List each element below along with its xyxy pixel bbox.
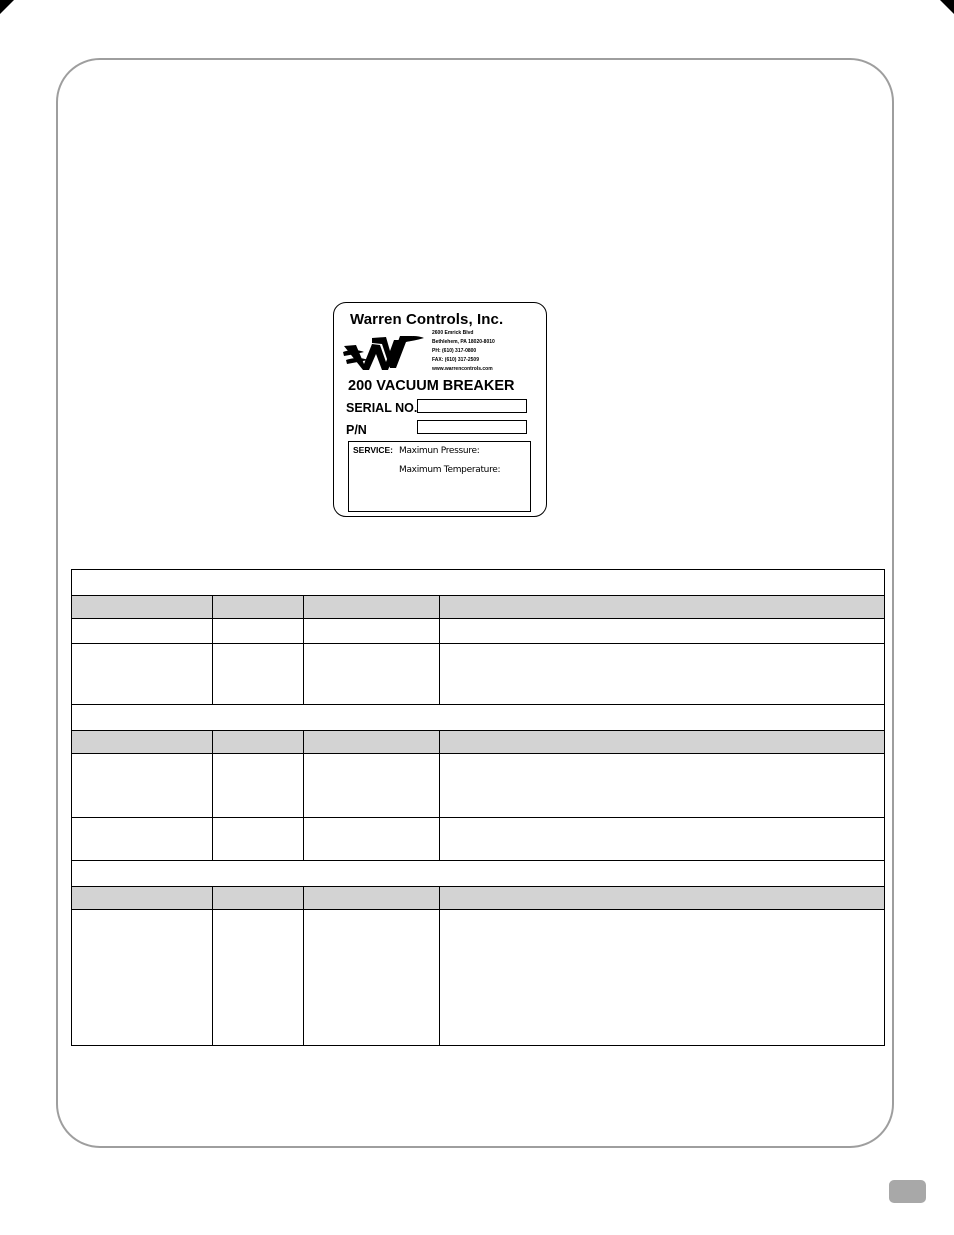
- table-cell: [440, 910, 885, 1046]
- phone-line: PH: (610) 317-0800: [432, 348, 477, 354]
- table-row: [72, 754, 885, 818]
- table-cell: [213, 818, 304, 861]
- table-cell: [213, 910, 304, 1046]
- part-number-box: [417, 420, 527, 434]
- table-cell: [440, 619, 885, 644]
- parts-table: [71, 569, 885, 1046]
- table-cell: [440, 818, 885, 861]
- service-label: SERVICE:: [353, 445, 393, 455]
- table-cell: [213, 754, 304, 818]
- crop-mark-left: [0, 0, 14, 14]
- table-section-row: [72, 705, 885, 731]
- table-cell: [304, 818, 440, 861]
- table-header-cell: [213, 596, 304, 619]
- part-number-label: P/N: [346, 423, 367, 437]
- table-cell: [72, 818, 213, 861]
- table-header-cell: [72, 731, 213, 754]
- website-line: www.warrencontrols.com: [432, 366, 493, 372]
- warren-logo-icon: [342, 334, 426, 372]
- table-header-row: [72, 731, 885, 754]
- fax-line: FAX: (610) 317-2509: [432, 357, 479, 363]
- table-cell: [72, 705, 885, 731]
- table-cell: [213, 644, 304, 705]
- serial-number-box: [417, 399, 527, 413]
- table-section-row: [72, 570, 885, 596]
- address-line: Bethlehem, PA 18020-8010: [432, 339, 495, 345]
- table-header-cell: [213, 887, 304, 910]
- address-line: 2600 Emrick Blvd: [432, 330, 474, 336]
- table-cell: [72, 619, 213, 644]
- table-cell: [72, 644, 213, 705]
- nameplate-label: [333, 302, 547, 517]
- table-row: [72, 644, 885, 705]
- table-cell: [440, 644, 885, 705]
- crop-mark-right: [940, 0, 954, 14]
- table-cell: [304, 619, 440, 644]
- table-header-cell: [72, 596, 213, 619]
- table-cell: [304, 754, 440, 818]
- table-header-row: [72, 887, 885, 910]
- table-section-row: [72, 861, 885, 887]
- table-cell: [304, 644, 440, 705]
- company-address: [432, 329, 495, 374]
- table-cell: [72, 910, 213, 1046]
- table-header-row: [72, 596, 885, 619]
- table-header-cell: [440, 887, 885, 910]
- table-header-cell: [304, 731, 440, 754]
- table-header-cell: [440, 596, 885, 619]
- table-header-cell: [304, 887, 440, 910]
- table-header-cell: [72, 887, 213, 910]
- company-name: Warren Controls, Inc.: [350, 311, 504, 328]
- table-cell: [304, 910, 440, 1046]
- table-cell: [213, 619, 304, 644]
- table-header-cell: [213, 731, 304, 754]
- table-cell: [72, 861, 885, 887]
- table-header-cell: [440, 731, 885, 754]
- table-row: [72, 818, 885, 861]
- max-temperature-label: Maximum Temperature:: [399, 465, 501, 475]
- max-pressure-label: Maximun Pressure:: [399, 446, 480, 456]
- serial-number-label: SERIAL NO.: [346, 401, 418, 415]
- table-cell: [72, 570, 885, 596]
- table-row: [72, 619, 885, 644]
- table-cell: [440, 754, 885, 818]
- table-cell: [72, 754, 213, 818]
- model-name: 200 VACUUM BREAKER: [348, 378, 515, 394]
- service-box: [348, 441, 531, 512]
- page-number-tab: [889, 1180, 926, 1203]
- table-row: [72, 910, 885, 1046]
- table-header-cell: [304, 596, 440, 619]
